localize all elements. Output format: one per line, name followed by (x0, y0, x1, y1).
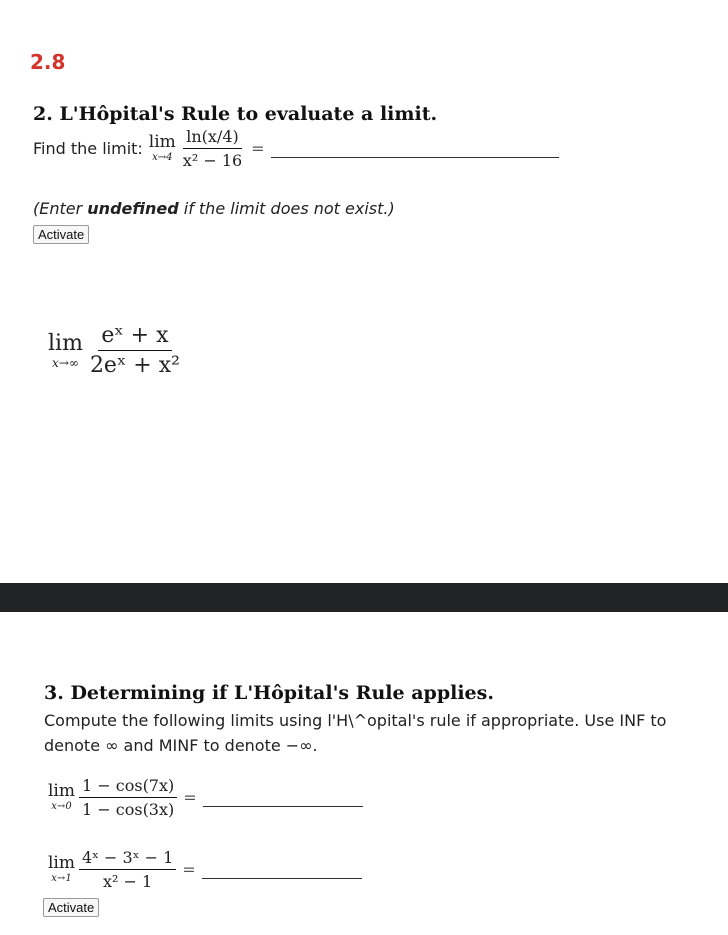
equals-sign: = (251, 139, 265, 158)
fraction-numerator: eˣ + x (98, 323, 171, 351)
fraction-numerator: ln(x/4) (183, 127, 242, 149)
question-2-prompt: Find the limit: (33, 139, 143, 158)
question-3-part-a (42, 776, 363, 819)
question-2-fraction (180, 127, 245, 170)
fraction-numerator: 1 − cos(7x) (79, 776, 177, 798)
question-2-lim (149, 134, 176, 163)
fraction-denominator: x² − 1 (103, 872, 153, 891)
hint-text-before: (Enter (33, 199, 88, 218)
question-2-answer-field[interactable] (271, 139, 559, 158)
fraction-denominator: 2eˣ + x² (89, 353, 180, 378)
lim-subscript: x→1 (51, 873, 72, 884)
lim-word: lim (48, 781, 75, 801)
fraction-numerator: 4ˣ − 3ˣ − 1 (79, 848, 176, 870)
activate-button[interactable]: Activate (43, 898, 99, 917)
lim-subscript: x→4 (152, 152, 173, 163)
equals-sign: = (183, 788, 197, 807)
equals-sign: = (182, 860, 196, 879)
dark-divider-band (0, 583, 728, 612)
lim-subscript: x→0 (51, 801, 72, 812)
lim-word: lim (148, 132, 176, 152)
limit-display-lim (48, 330, 83, 370)
question-2-title: 2. L'Hôpital's Rule to evaluate a limit. (33, 103, 438, 125)
activate-button[interactable]: Activate (33, 225, 89, 244)
part-a-answer-field[interactable] (203, 788, 363, 807)
part-b-lim (48, 855, 75, 884)
question-3-description: Compute the following limits using l'H\^opital's rule if appropriate. Use INF to denote ∞ and MINF to denote −∞. (44, 711, 667, 755)
question-2-prompt-row (33, 127, 559, 170)
part-b-fraction (79, 848, 176, 891)
question-3-part-b (42, 848, 362, 891)
question-3-title: 3. Determining if L'Hôpital's Rule applies. (44, 682, 494, 704)
lim-word: lim (48, 853, 75, 873)
section-number: 2.8 (30, 50, 66, 74)
part-a-fraction (79, 776, 177, 819)
part-b-answer-field[interactable] (202, 860, 362, 879)
part-a-lim (48, 783, 75, 812)
fraction-denominator: 1 − cos(3x) (82, 800, 175, 819)
hint-text-after: if the limit does not exist.) (178, 199, 395, 218)
hint-bold-word: undefined (87, 199, 179, 218)
question-2-hint (33, 199, 395, 218)
limit-display-fraction (87, 323, 183, 378)
fraction-denominator: x² − 16 (182, 151, 243, 170)
lim-word: lim (48, 330, 83, 356)
lim-subscript: x→∞ (52, 355, 79, 370)
limit-display (42, 323, 183, 378)
